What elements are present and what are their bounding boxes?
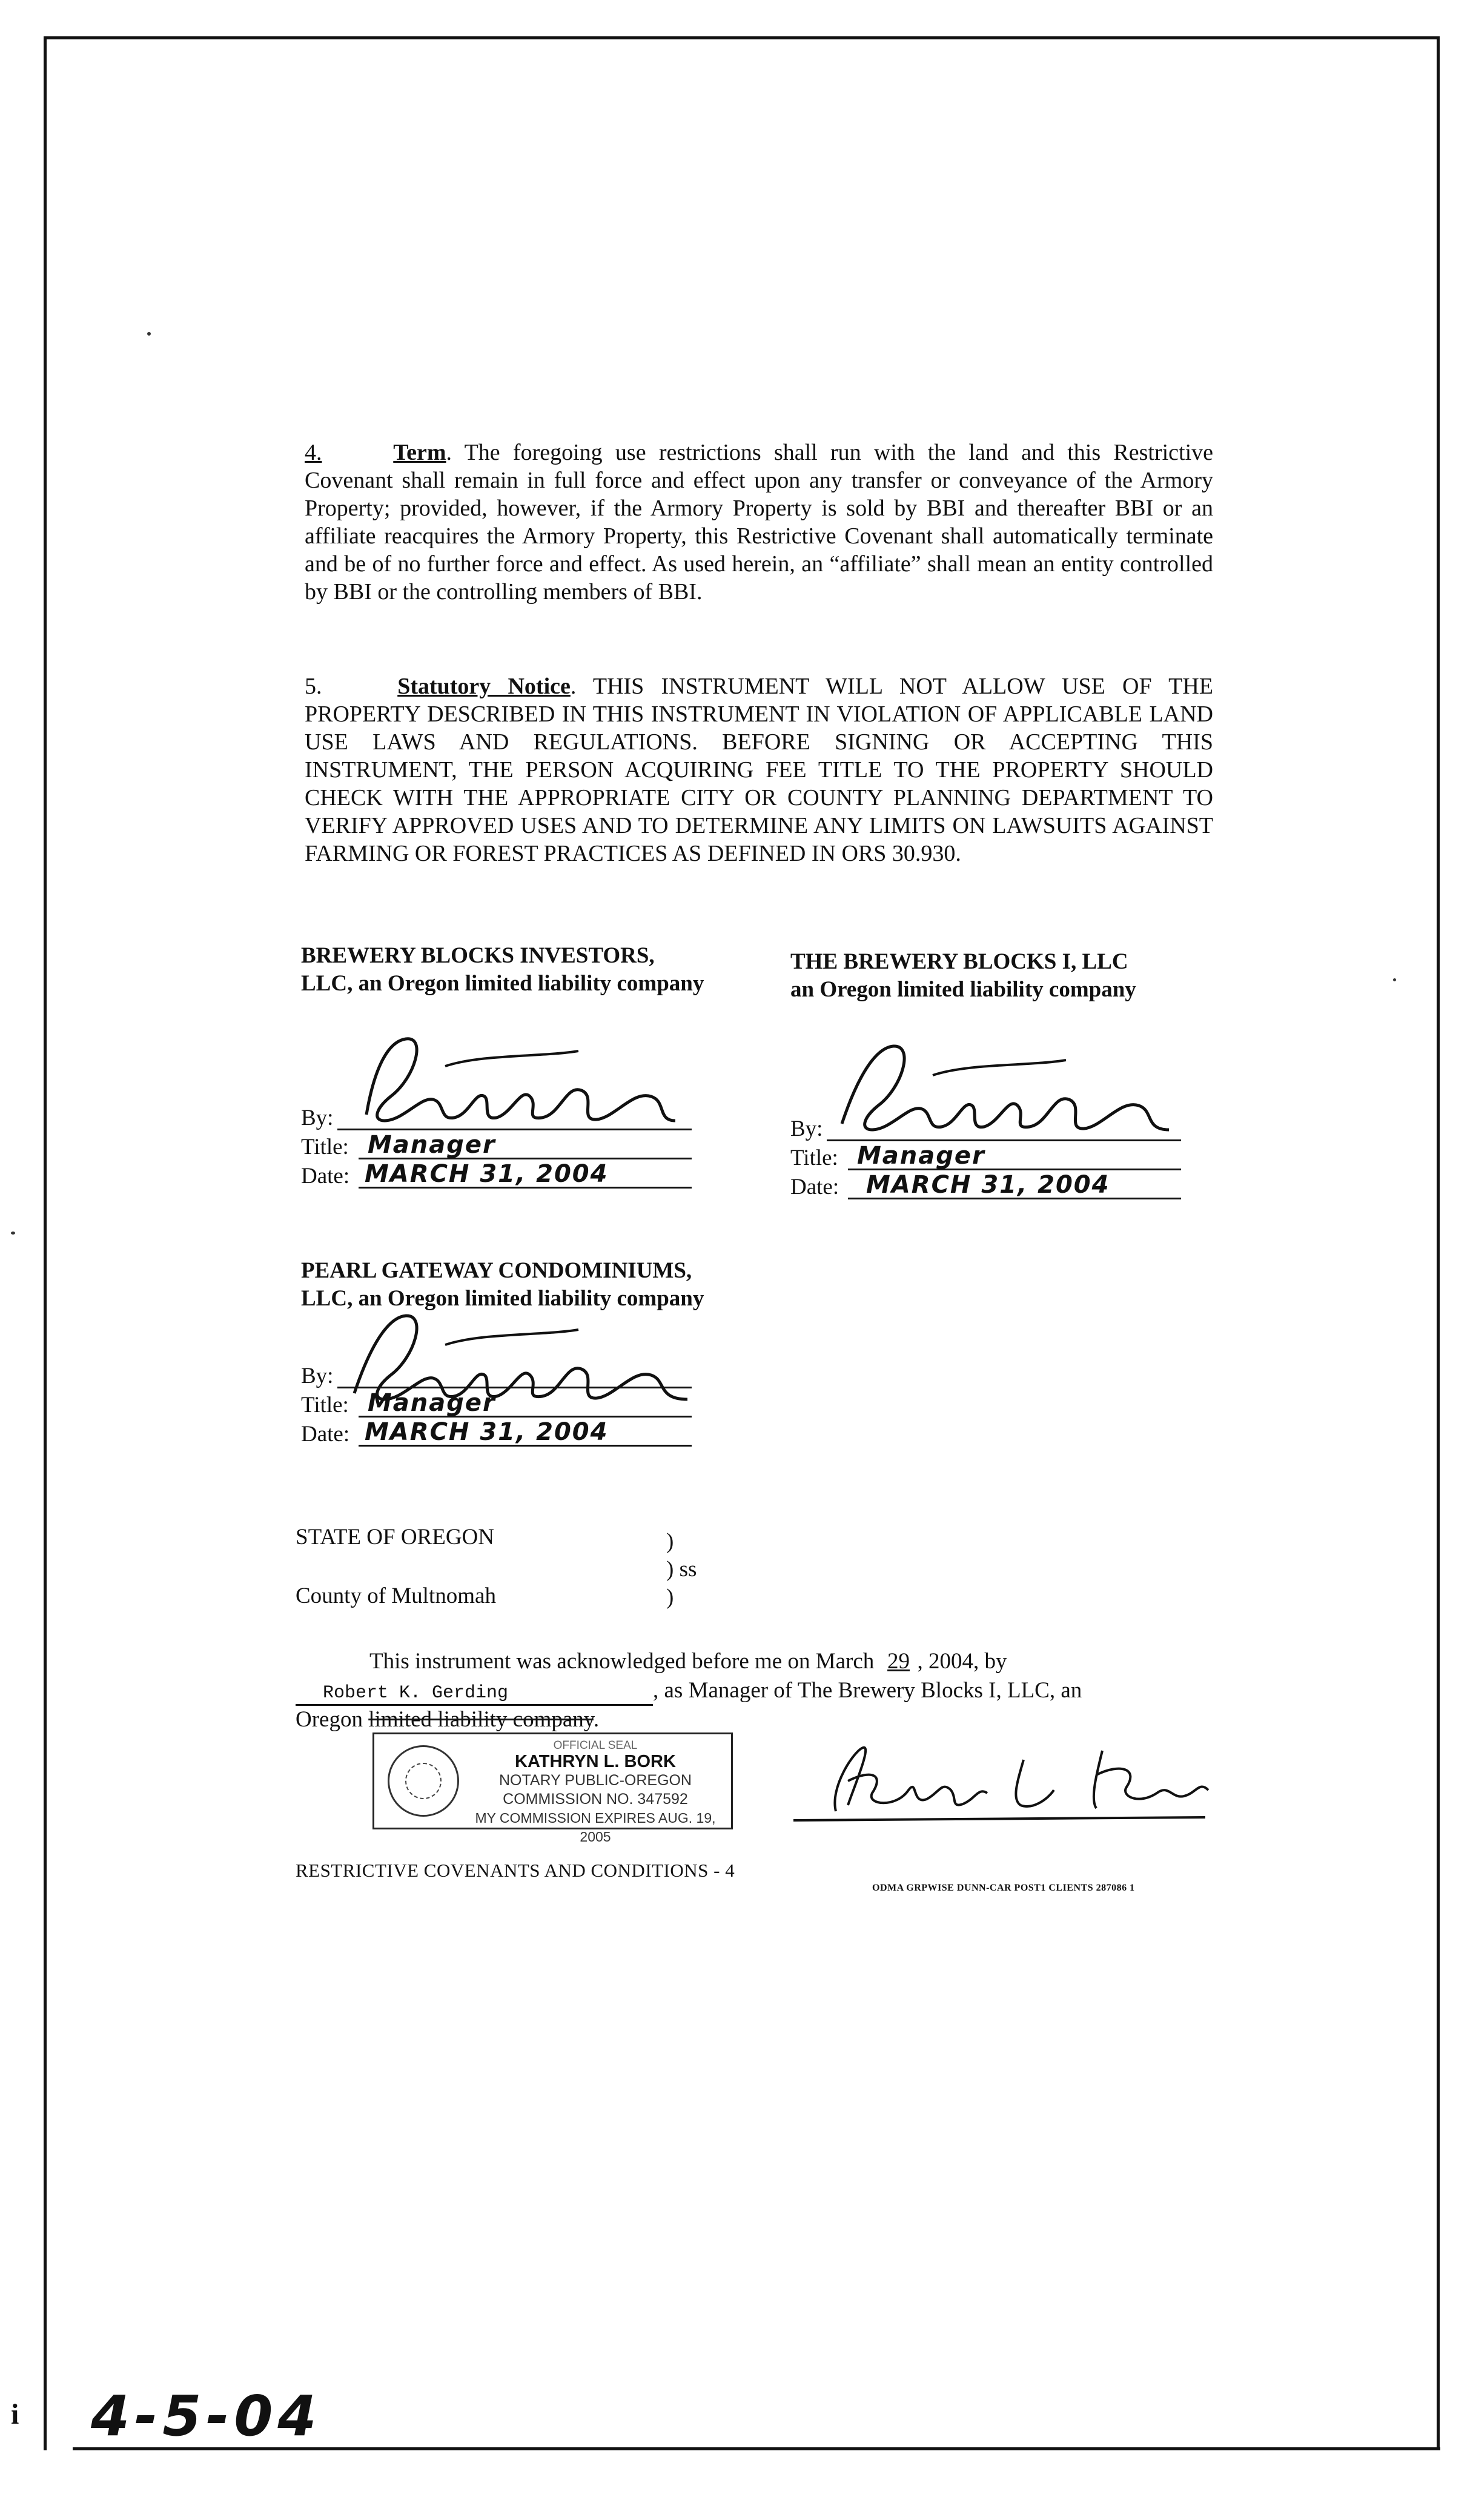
signatory-1-name: BREWERY BLOCKS INVESTORS, [301, 943, 655, 968]
title-label: Title: [790, 1146, 838, 1170]
venue-state: STATE OF OREGON [296, 1525, 494, 1550]
scan-speck [1393, 978, 1396, 981]
footer-title: RESTRICTIVE COVENANTS AND CONDITIONS - 4 [296, 1860, 735, 1881]
signatory-3-name: PEARL GATEWAY CONDOMINIUMS, [301, 1258, 692, 1283]
notary-seal-icon [388, 1745, 459, 1817]
section-4-heading: Term [393, 440, 446, 465]
signatory-2-descriptor: an Oregon limited liability company [790, 977, 1136, 1002]
acknowledgment-year: , 2004, by [917, 1649, 1007, 1674]
section-5-number: 5. [305, 674, 322, 699]
signatory-1-signature-lines [301, 1104, 695, 1191]
venue-bracket-bottom: ) [666, 1585, 674, 1610]
signatory-2-name: THE BREWERY BLOCKS I, LLC [790, 949, 1128, 974]
section-4-term [305, 439, 1213, 606]
signatory-2-by-row [790, 1115, 1184, 1144]
signatory-3-title-value: Manager [368, 1389, 496, 1417]
page-border-left [44, 36, 47, 2450]
signatory-1-descriptor: LLC, an Oregon limited liability company [301, 971, 704, 996]
notary-stamp-text [462, 1739, 729, 1846]
signatory-2-title-row [790, 1144, 1184, 1173]
scan-speck [147, 332, 151, 336]
handwritten-date: 4-5-04 [91, 2384, 322, 2449]
date-label: Date: [790, 1175, 839, 1199]
signatory-2-title-value: Manager [857, 1142, 985, 1170]
acknowledgment-day: 29 [887, 1649, 910, 1674]
by-label: By: [301, 1106, 334, 1130]
acknowledgment-struck-text: limited liability company [368, 1707, 594, 1732]
signatory-1-date-value: MARCH 31, 2004 [365, 1160, 609, 1188]
margin-mark: i [11, 2398, 19, 2430]
section-4-number: 4. [305, 440, 322, 465]
venue-county: County of Multnomah [296, 1583, 496, 1608]
acknowledgment-text: This instrument was acknowledged before me on March [369, 1649, 875, 1674]
by-label: By: [301, 1364, 334, 1388]
signatory-2-heading [790, 948, 1136, 1004]
stamp-header: OFFICIAL SEAL [553, 1739, 638, 1752]
date-label: Date: [301, 1164, 350, 1189]
acknowledgment-line-2 [296, 1677, 1082, 1706]
section-5-heading: Statutory Notice [397, 674, 571, 699]
signatory-1-by-row [301, 1104, 695, 1133]
signatory-3-date-row [301, 1420, 695, 1449]
acknowledgment-line-1 [369, 1648, 1007, 1676]
signatory-1-date-row [301, 1162, 695, 1191]
section-5-statutory-notice [305, 672, 1213, 867]
venue-bracket-top: ) [666, 1529, 674, 1554]
stamp-line-3: COMMISSION NO. 347592 [503, 1791, 688, 1808]
notary-stamp [372, 1732, 733, 1845]
signatory-2-signature-lines [790, 1115, 1184, 1202]
acknowledgment-line-3 [296, 1706, 599, 1734]
stamp-line-4: MY COMMISSION EXPIRES AUG. 19, 2005 [475, 1810, 716, 1845]
signatory-3-date-value: MARCH 31, 2004 [365, 1418, 609, 1446]
signature-kathryn-bork [781, 1732, 1230, 1835]
page-border-top [44, 36, 1440, 39]
venue-ss: ) ss [666, 1557, 697, 1582]
signatory-3-title-row [301, 1391, 695, 1420]
signatory-1-title-value: Manager [368, 1131, 496, 1159]
signatory-2-date-value: MARCH 31, 2004 [866, 1171, 1110, 1199]
title-label: Title: [301, 1393, 349, 1418]
signatory-3-heading [301, 1257, 704, 1313]
signatory-3-descriptor: LLC, an Oregon limited liability company [301, 1286, 704, 1311]
section-4-text: . The foregoing use restrictions shall run with the land and this Restrictive Covenant shall remain in full force and effect upon any transfer or conveyance of the Armory Property; provided, however, if the Armory Property is sold by BBI and thereafter BBI or an affiliate reacquires the Armory Property, this Restrictive Covenant shall automatically terminate and be of no further force and effect. As used herein, an “affiliate” shall mean an entity controlled by BBI or the controlling members of BBI. [305, 440, 1214, 605]
acknowledgment-oregon: Oregon [296, 1707, 363, 1732]
by-label: By: [790, 1116, 823, 1141]
acknowledgment-person: Robert K. Gerding [296, 1682, 653, 1706]
signatory-3-signature-lines [301, 1362, 695, 1449]
section-5-text: . THIS INSTRUMENT WILL NOT ALLOW USE OF THE PROPERTY DESCRIBED IN THIS INSTRUMENT IN VIOLATION OF APPLICABLE LAND USE LAWS AND REGULATIONS. BEFORE SIGNING OR ACCEPTING THIS INSTRUMENT, THE PERSON ACQUIRING FEE TITLE TO THE PROPERTY SHOULD CHECK WITH THE APPROPRIATE CITY OR COUNTY PLANNING DEPARTMENT TO VERIFY APPROVED USES AND TO DETERMINE ANY LIMITS ON LAWSUITS AGAINST FARMING OR FOREST PRACTICES AS DEFINED IN ORS 30.930. [305, 674, 1213, 866]
stamp-line-2: NOTARY PUBLIC-OREGON [498, 1772, 692, 1789]
scan-speck [11, 1232, 15, 1235]
stamp-name: KATHRYN L. BORK [515, 1752, 676, 1771]
signatory-3-by-row [301, 1362, 695, 1391]
date-label: Date: [301, 1422, 350, 1447]
acknowledgment-period: . [593, 1707, 600, 1732]
title-label: Title: [301, 1135, 349, 1159]
page-border-right [1437, 36, 1440, 2450]
acknowledgment-role: , as Manager of The Brewery Blocks I, LLC, an [653, 1678, 1082, 1703]
signatory-2-date-row [790, 1173, 1184, 1202]
signatory-1-heading [301, 942, 704, 998]
footer-document-id: ODMA GRPWISE DUNN-CAR POST1 CLIENTS 287086 1 [872, 1883, 1135, 1893]
signatory-1-title-row [301, 1133, 695, 1162]
